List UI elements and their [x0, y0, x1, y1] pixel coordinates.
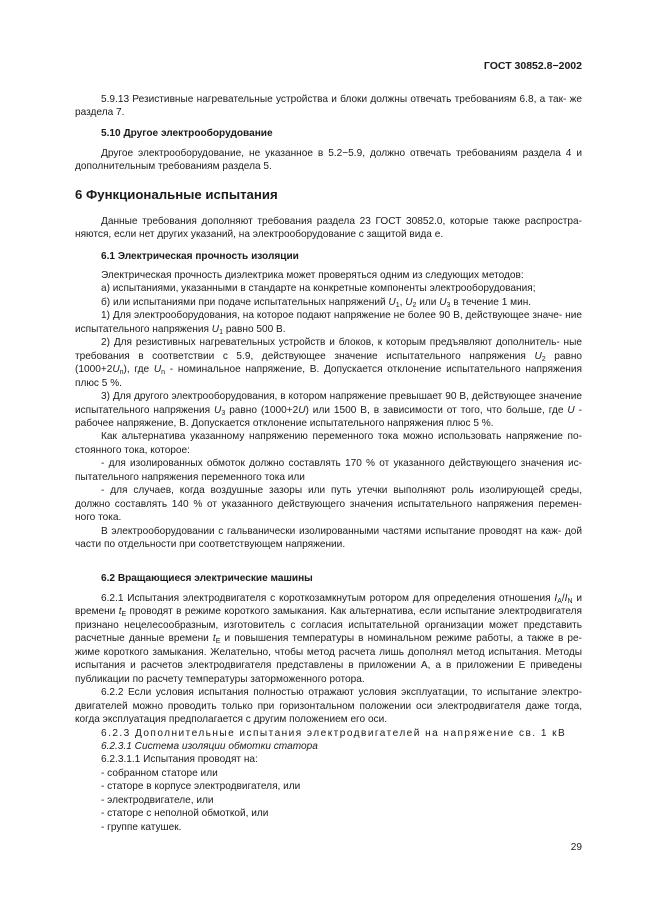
- page-number: 29: [570, 842, 582, 853]
- paragraph: 3) Для другого электрооборудования, в котором напряжение превышает 90 В, действующее значение испытательного напряжения $U_3$ равно (1000+2U) или 1500 В, в зависимости от того, что больше, где U - рабочее напряжение, В. Допускается отклонение испытательного напряжения плюс 5 %.: [75, 391, 582, 429]
- chapter-heading: 6 Функциональные испытания: [75, 187, 278, 202]
- paragraph: - для случаев, когда воздушные зазоры или путь утечки выполняют роль изолирующей среды, должно составлять 140 % от указанного действующего значения испытательного напряжения перемен- ного тока.: [75, 485, 582, 524]
- paragraph: Как альтернатива указанному напряжению переменного тока можно использовать напряжение по- стоянного тока, которое:: [75, 431, 582, 456]
- section-heading: 6.1 Электрическая прочность изоляции: [101, 251, 299, 262]
- paragraph: Электрическая прочность диэлектрика может проверяться одним из следующих методов:: [101, 270, 524, 281]
- section-heading: 6.2 Вращающиеся электрические машины: [101, 573, 313, 584]
- subsection-heading: 6.2.3 Дополнительные испытания электродвигателей на напряжение св. 1 кВ: [101, 727, 567, 739]
- paragraph: а) испытаниями, указанными в стандарте на конкретные компоненты электрооборудования;: [101, 283, 536, 295]
- paragraph: Другое электрооборудование, не указанное в 5.2−5.9, должно отвечать требованиям раздела 4 и дополнительным требованиям раздела 5.: [75, 148, 582, 173]
- paragraph: 5.9.13 Резистивные нагревательные устройства и блоки должны отвечать требованиям 6.8, а так- же раздела 7.: [75, 94, 582, 119]
- body-column: [75, 93, 582, 120]
- list-item: - статоре с неполной обмоткой, или: [101, 808, 269, 820]
- list-item: - статоре в корпусе электродвигателя, или: [101, 781, 301, 793]
- paragraph: 6.2.1 Испытания электродвигателя с короткозамкнутым ротором для определения отношения $I_A/I_N$ и времени $t_E$ проводят в режиме короткого замыкания. Как альтернатива, если испытание электродвигателя признано нецелесообразным, изготовитель с согласия испытательной организации может представить расчетные данные времени $t_E$ и повышения температуры в номинальном режиме работы, а также в ре- жиме короткого замыкания. Желательно, чтобы метод расчета лишь дополнял метод испытания. Методы испытания и расчетов электродвигателя представлены в приложении А, а в приложении Е приведены публикации по расчету температуры заторможенного ротора.: [75, 593, 583, 685]
- paragraph: б) или испытаниями при подаче испытательных напряжений $U_1$, $U_2$ или $U_3$ в течение 1 мин.: [101, 296, 532, 309]
- subsection-heading: 6.2.3.1 Система изоляции обмотки статора: [101, 740, 318, 752]
- document-id: ГОСТ 30852.8−2002: [483, 60, 582, 72]
- list-item: - собранном статоре или: [101, 767, 218, 779]
- paragraph: В электрооборудовании с гальванически изолированными частями испытание проводят на каж- дой части по отдельности при соответствующем напряжении.: [75, 525, 582, 551]
- list-item: - группе катушек.: [101, 821, 182, 833]
- section-heading: 5.10 Другое электрооборудование: [101, 128, 273, 139]
- paragraph: - для изолированных обмоток должно составлять 170 % от указанного действующего значения ис- пытательного напряжения переменного тока или: [75, 458, 582, 483]
- paragraph: 6.2.3.1.1 Испытания проводят на:: [101, 754, 258, 766]
- paragraph: 6.2.2 Если условия испытания полностью отражают условия эксплуатации, то испытание электро- двигателей можно проводить только при горизонтальном положении оси электродвигателя даже тогда, когда эксплуатация предполагается с другим положением его оси.: [75, 687, 582, 726]
- list-item: - электродвигателе, или: [101, 794, 214, 806]
- paragraph: 2) Для резистивных нагревательных устройств и блоков, к которым предъявляют дополнитель- ные требования в соответствии с 5.9, действующее значение испытательного напряжения $U_2$ равно $(1000+2U_n)$, где $U_n$ - номинальное напряжение, В. Допускается отклонение испытательного напряжения плюс 5 %.: [75, 337, 583, 389]
- paragraph: 1) Для электрооборудования, на которое подают напряжение не более 90 В, действующее значе- ние испытательного напряжения $U_1$ равно 500 В.: [75, 310, 582, 336]
- paragraph: Данные требования дополняют требования раздела 23 ГОСТ 30852.0, которые также распростра- няются, если нет других указаний, на электрооборудование с защитой вида е.: [75, 216, 582, 241]
